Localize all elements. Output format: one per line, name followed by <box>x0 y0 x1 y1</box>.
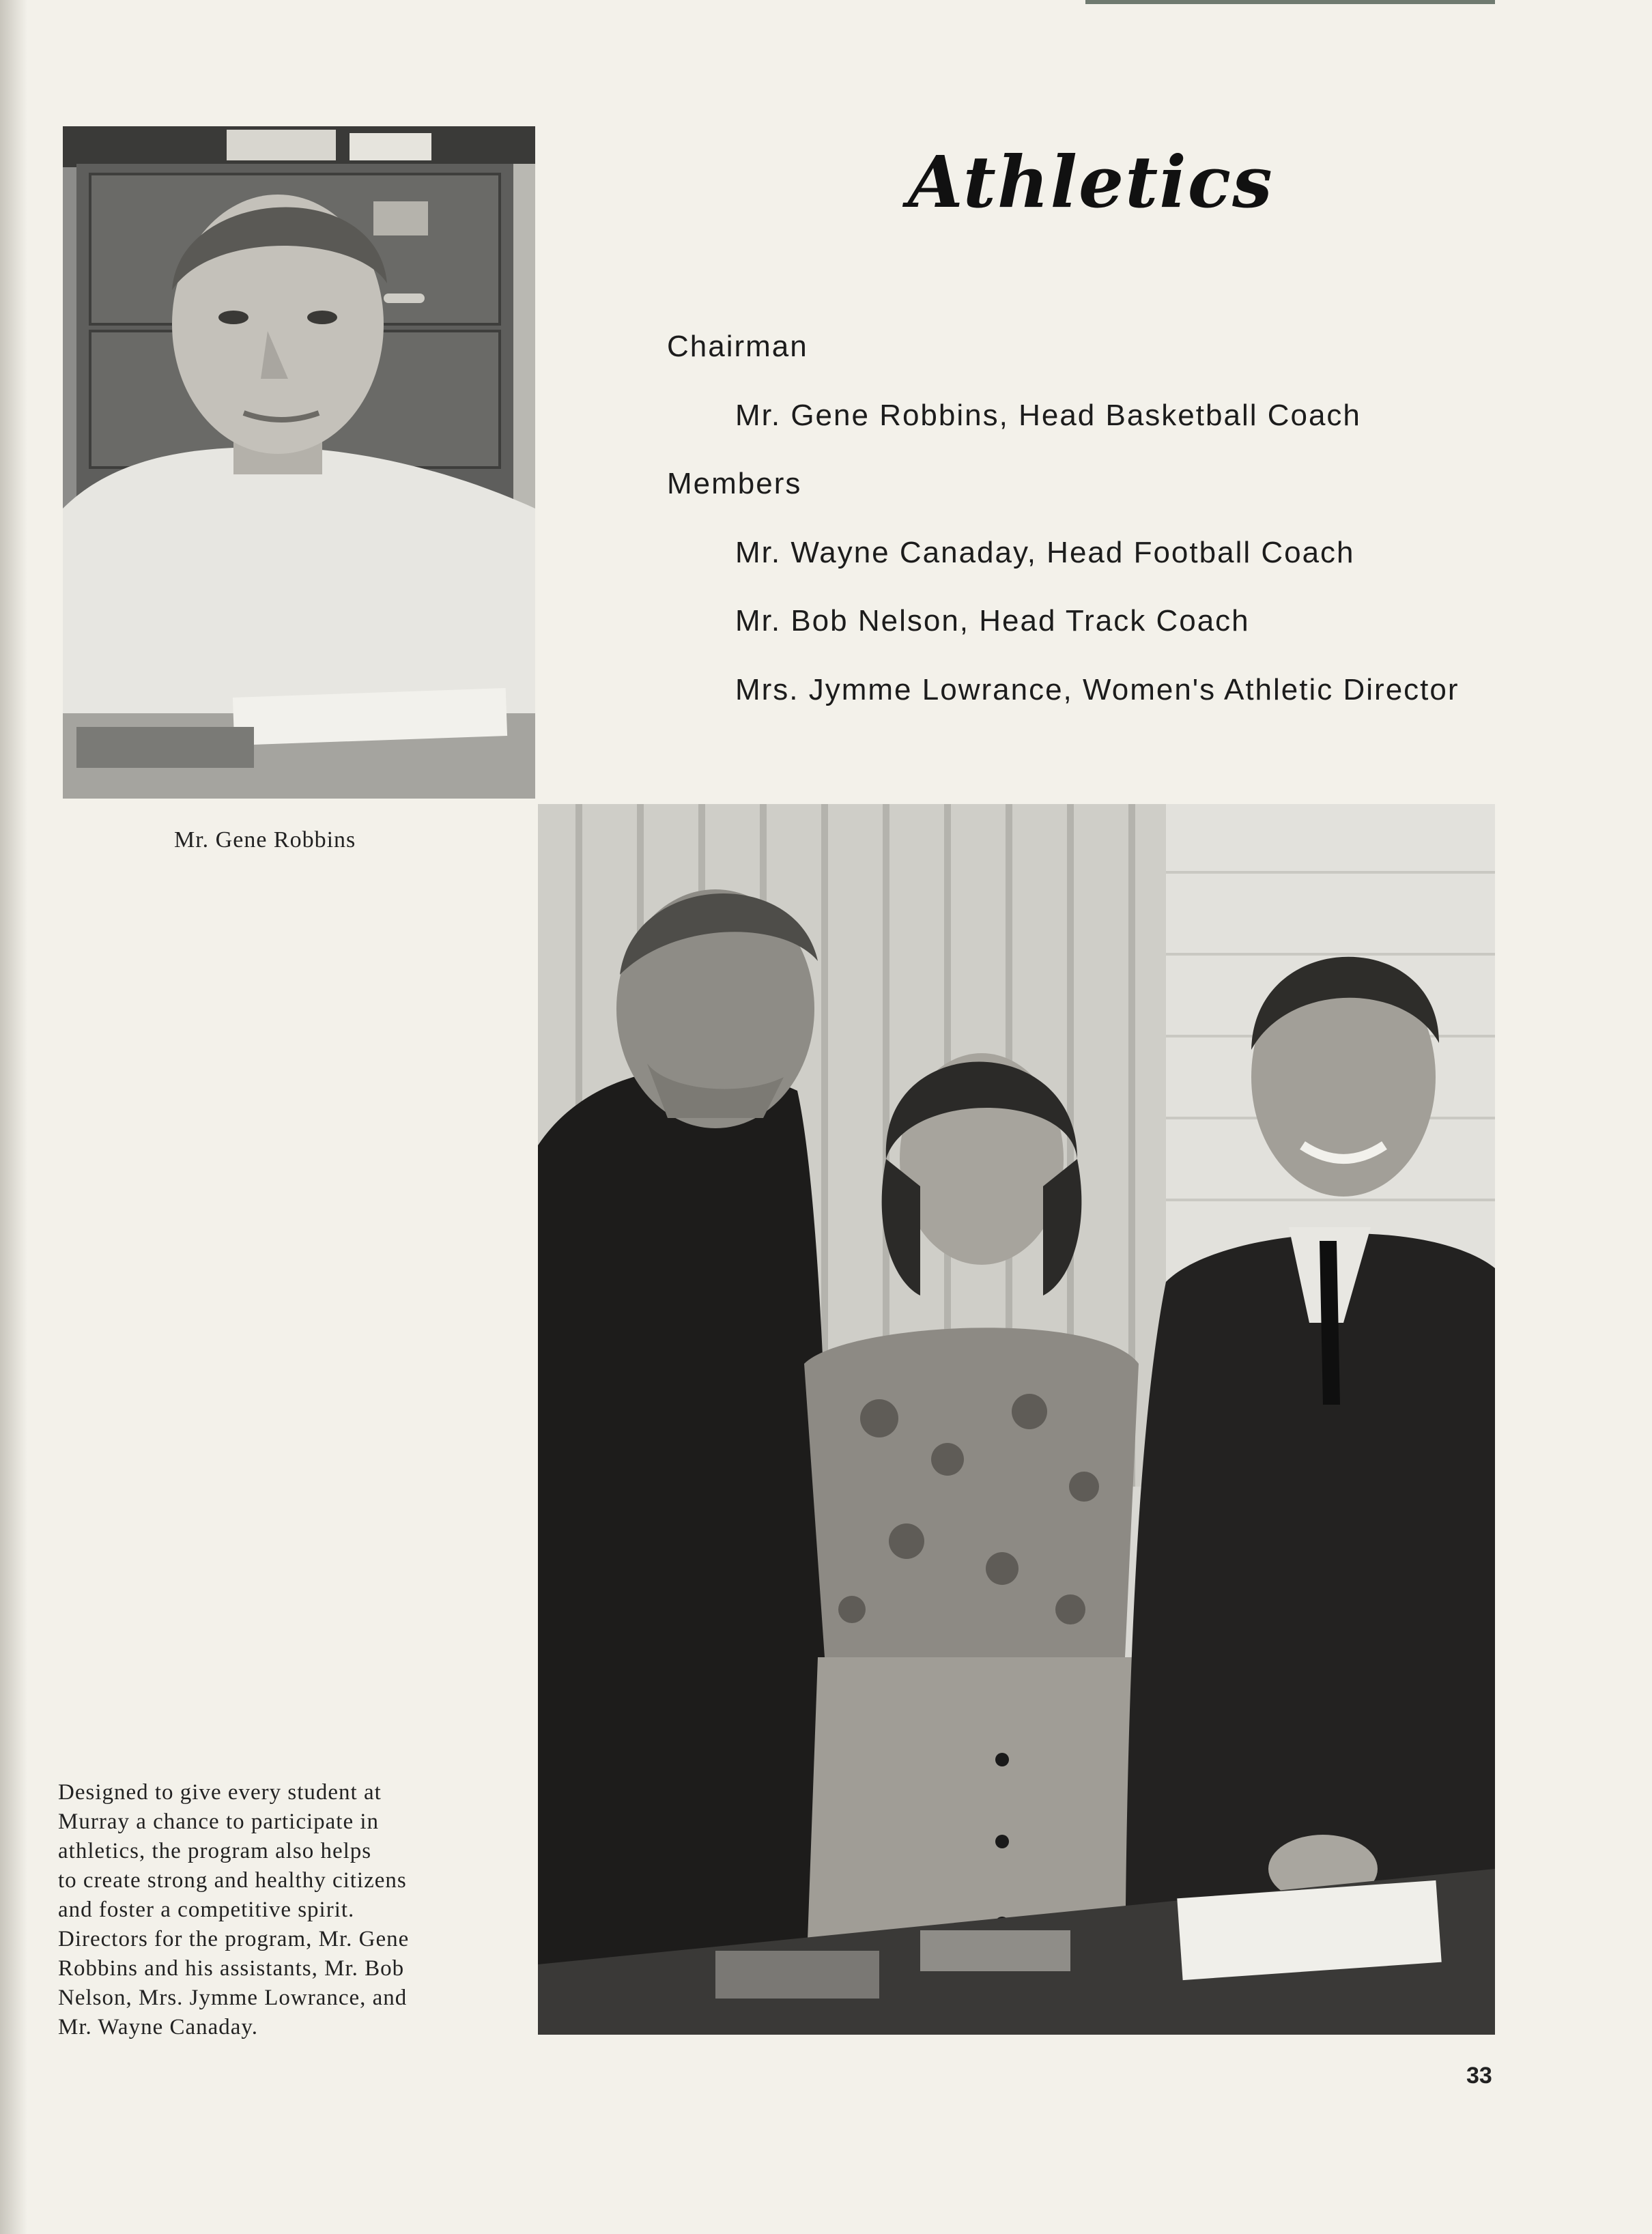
description-line: Robbins and his assistants, Mr. Bob <box>58 1956 405 1981</box>
group-photo <box>538 804 1495 2035</box>
description-line: athletics, the program also helps <box>58 1839 372 1863</box>
description-line: Designed to give every student at <box>58 1780 382 1805</box>
description-caption <box>58 1778 522 2042</box>
member-entry: Mr. Bob Nelson, Head Track Coach <box>735 604 1250 638</box>
description-line: Nelson, Mrs. Jymme Lowrance, and <box>58 1986 408 2010</box>
description-line: to create strong and healthy citizens <box>58 1868 407 1893</box>
portrait-image <box>63 126 535 799</box>
page-number: 33 <box>1466 2063 1492 2089</box>
chairman-heading: Chairman <box>667 330 808 363</box>
portrait-photo <box>63 126 535 799</box>
portrait-caption: Mr. Gene Robbins <box>174 827 356 853</box>
description-line: Mr. Wayne Canaday. <box>58 2015 259 2039</box>
description-line: Murray a chance to participate in <box>58 1809 380 1834</box>
member-entry: Mrs. Jymme Lowrance, Women's Athletic Director <box>735 673 1459 706</box>
member-entry: Mr. Wayne Canaday, Head Football Coach <box>735 536 1355 569</box>
description-line: Directors for the program, Mr. Gene <box>58 1927 410 1951</box>
description-line: and foster a competitive spirit. <box>58 1898 355 1922</box>
members-heading: Members <box>667 467 802 500</box>
page-top-edge <box>1085 0 1495 4</box>
chairman-name: Mr. Gene Robbins, Head Basketball Coach <box>735 399 1361 432</box>
page-title: Athletics <box>908 140 1274 224</box>
page-binding-shadow <box>0 0 27 2234</box>
group-image <box>538 804 1495 2035</box>
